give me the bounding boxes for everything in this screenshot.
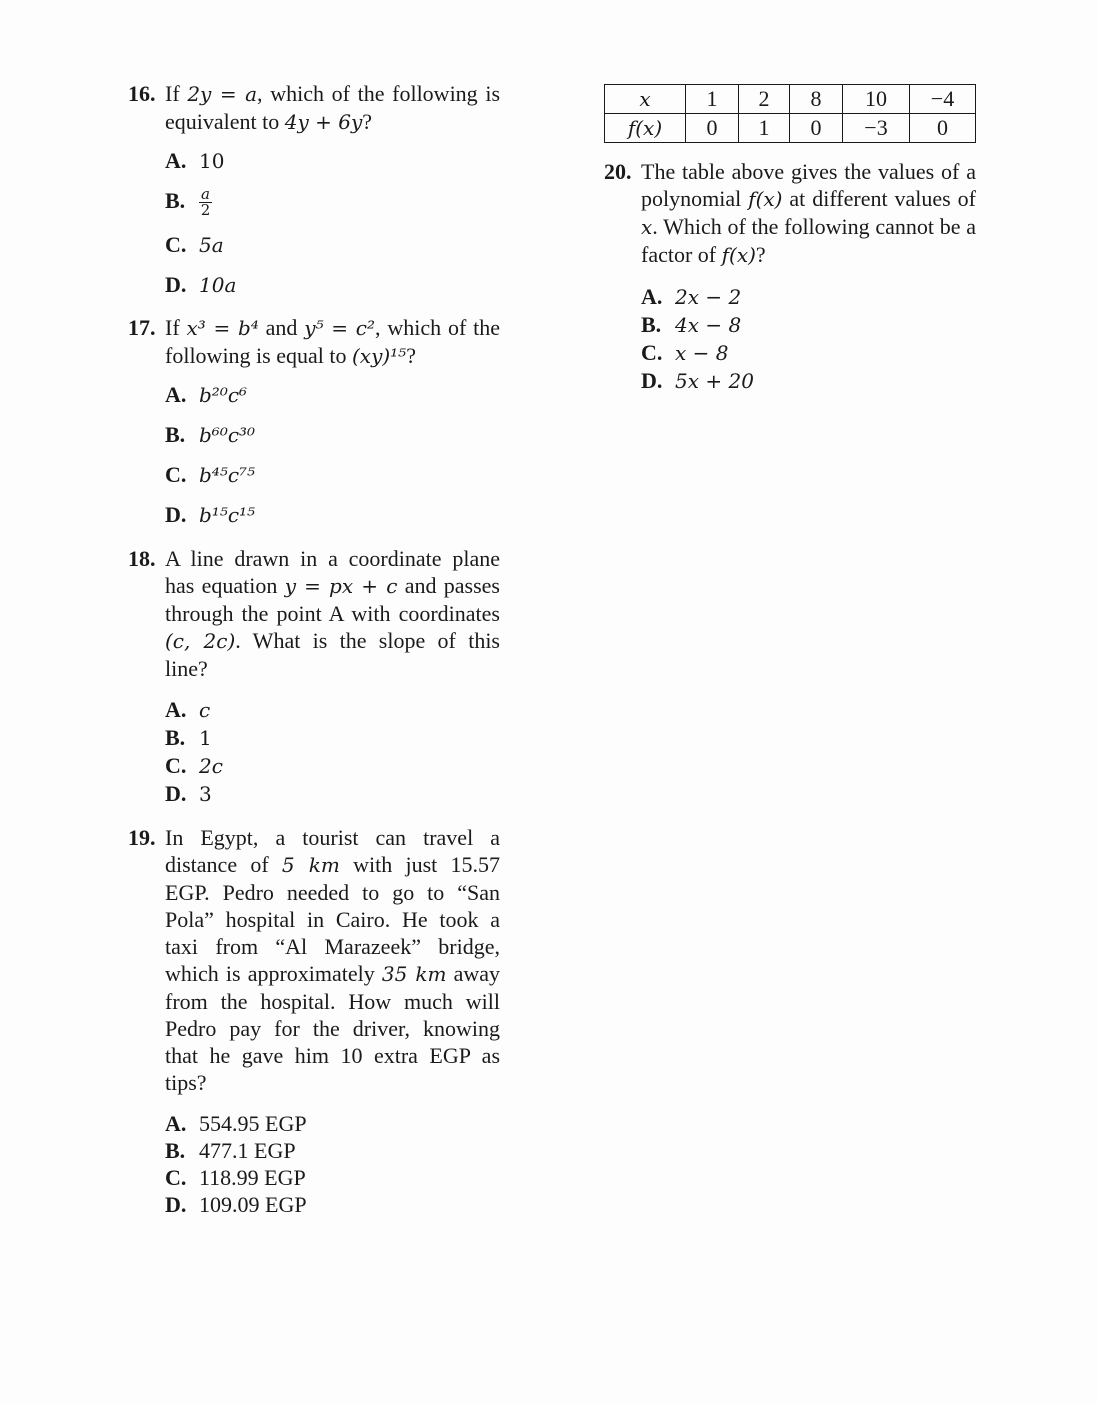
- question-20: [604, 158, 976, 269]
- option-b[interactable]: B. 1: [165, 725, 212, 750]
- table-cell: 0: [910, 114, 976, 143]
- function-table: [604, 84, 976, 143]
- question-number: 18.: [128, 546, 156, 571]
- table-cell: 1: [686, 85, 739, 114]
- option-b[interactable]: B. 477.1 EGP: [165, 1138, 296, 1163]
- option-b[interactable]: B. b⁶⁰c³⁰: [165, 422, 256, 447]
- option-d[interactable]: D. 10a: [165, 272, 237, 297]
- question-number: 16.: [128, 81, 156, 106]
- options-16: [165, 147, 500, 311]
- option-a[interactable]: A. c: [165, 697, 211, 722]
- fraction: $\frac{a}{2}$: [200, 185, 211, 220]
- options-20: [641, 283, 976, 395]
- question-19: [128, 824, 500, 1096]
- question-17: [128, 314, 500, 370]
- table-cell: 8: [790, 85, 843, 114]
- question-number: 17.: [128, 315, 156, 340]
- option-d[interactable]: D. 5x + 20: [641, 368, 754, 393]
- option-a[interactable]: A. b²⁰c⁶: [165, 382, 248, 407]
- table-cell: x: [605, 85, 686, 114]
- table-cell: 1: [739, 114, 790, 143]
- option-b[interactable]: B. $\frac{a}{2}$: [165, 185, 211, 220]
- left-column: [128, 80, 500, 1218]
- table-cell: 0: [790, 114, 843, 143]
- option-d[interactable]: D. 109.09 EGP: [165, 1192, 307, 1217]
- table-cell: f(x): [605, 114, 686, 143]
- question-stem: In Egypt, a tourist can travel a distance of 5 km with just 15.57 EGP. Pedro needed to go to “San Pola” hospital in Cairo. He took a taxi from “Al Marazeek” bridge, which is approximately 35 km away from the hospital. How much will Pedro pay for the driver, knowing that he gave him 10 extra EGP as tips?: [165, 825, 501, 1095]
- question-number: 20.: [604, 159, 632, 184]
- option-b[interactable]: B. 4x − 8: [641, 312, 742, 337]
- options-17: [165, 381, 500, 541]
- option-d[interactable]: D. 3: [165, 781, 212, 806]
- question-stem: If 2y = a, which of the following is equivalent to 4y + 6y?: [165, 81, 501, 134]
- table-cell: 2: [739, 85, 790, 114]
- option-a[interactable]: A. 2x − 2: [641, 284, 742, 309]
- question-18: [128, 545, 500, 682]
- option-c[interactable]: C. 118.99 EGP: [165, 1165, 306, 1190]
- option-a[interactable]: A. 10: [165, 148, 225, 173]
- table-row-x: [605, 85, 976, 114]
- option-c[interactable]: C. 2c: [165, 753, 223, 778]
- options-18: [165, 696, 500, 808]
- question-stem: If x³ = b⁴ and y⁵ = c², which of the following is equal to (xy)¹⁵?: [165, 315, 501, 368]
- option-d[interactable]: D. b¹⁵c¹⁵: [165, 502, 256, 527]
- table-cell: 0: [686, 114, 739, 143]
- right-column: [604, 84, 976, 395]
- table-cell: 10: [843, 85, 910, 114]
- table-cell: −3: [843, 114, 910, 143]
- question-stem: A line drawn in a coordinate plane has equation y = px + c and passes through the point A with coordinates (c, 2c). What is the slope of this line?: [165, 546, 500, 681]
- option-c[interactable]: C. x − 8: [641, 340, 729, 365]
- table-cell: −4: [910, 85, 976, 114]
- question-stem: The table above gives the values of a polynomial f(x) at different values of x. Which of the following cannot be a factor of f(x)?: [641, 159, 976, 267]
- option-a[interactable]: A. 554.95 EGP: [165, 1111, 307, 1136]
- question-16: [128, 80, 500, 136]
- option-c[interactable]: C. 5a: [165, 232, 224, 257]
- options-19: [165, 1110, 500, 1218]
- question-number: 19.: [128, 825, 156, 850]
- table-row-fx: [605, 114, 976, 143]
- option-c[interactable]: C. b⁴⁵c⁷⁵: [165, 462, 256, 487]
